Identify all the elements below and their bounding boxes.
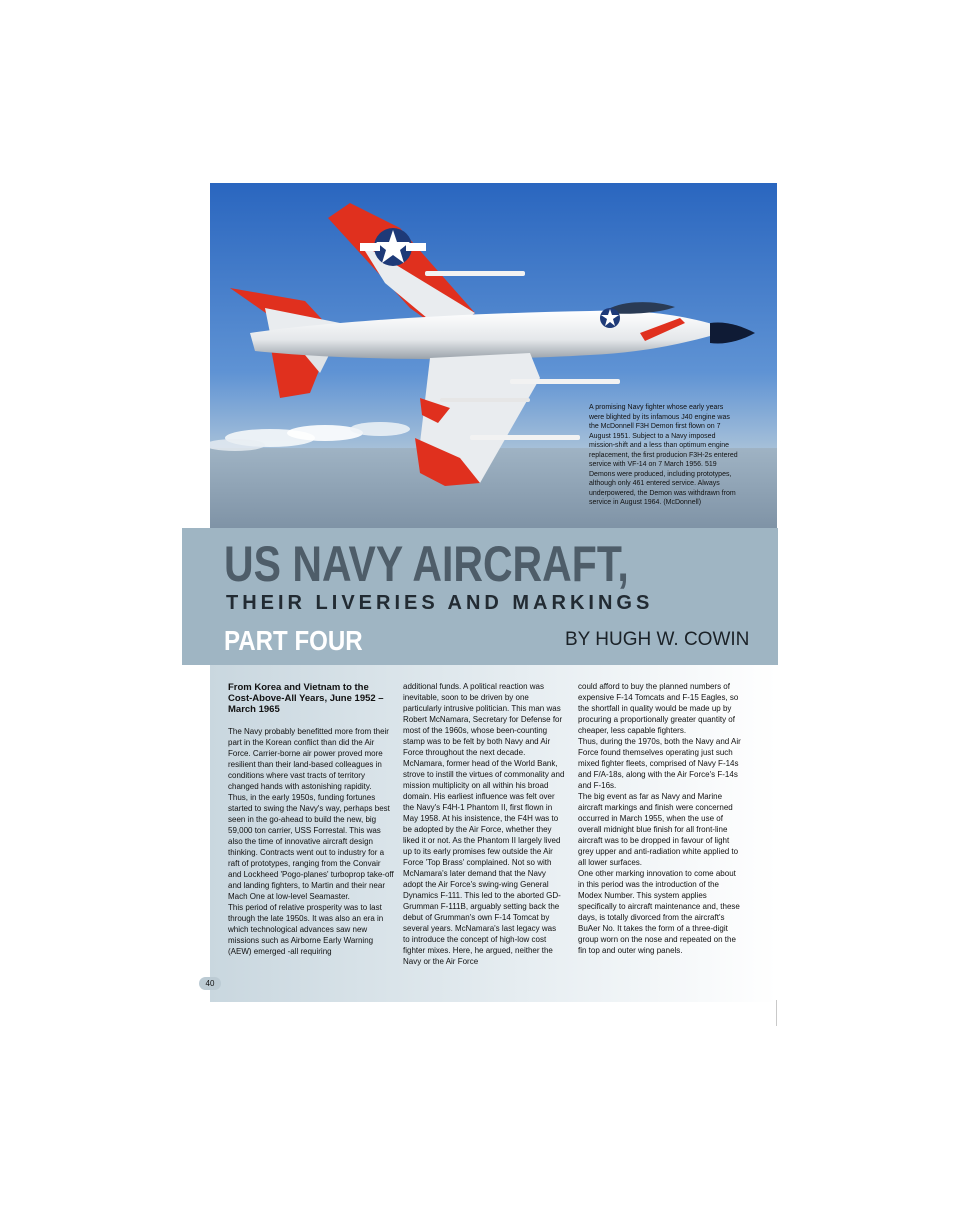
text-column-1 bbox=[228, 726, 394, 957]
paragraph: This period of relative prosperity was to last through the late 1950s. It was also an era in which technological advances saw new missions such as Airborne Early Warning (AEW) emerged -all requiring bbox=[228, 903, 384, 956]
text-column-3 bbox=[578, 681, 743, 956]
article-subtitle: THEIR LIVERIES AND MARKINGS bbox=[226, 592, 654, 614]
paragraph: additional funds. A political reaction was inevitable, soon to be driven by one particularly intrusive politician. This man was Robert McNamara, Secretary for Defense for most of the 1960s, whose been-counting stamp was to be felt by both Navy and Air Force throughout the next decade. McNamara, former head of the World Bank, strove to instill the virtues of commonality and mission multiplicity on all within his broad domain. His earliest influence was felt over the Navy's F4H-1 Phantom II, first flown in May 1958. At his insistence, the F4H was to be adopted by the Air Force, whether they liked it or not. As the Phantom II largely lived up to its early promises few outside the Air Force 'Top Brass' complained. Not so with McNamara's later demand that the Navy adopt the Air Force's swing-wing General Dynamics F-111. This led to the aborted GD-Grumman F-111B, arguably setting back the debut of Grumman's own F-14 Tomcat by several years. McNamara's last legacy was to introduce the concept of high-low cost fighter mixes. Here, he argued, neither the Navy or the Air Force bbox=[403, 682, 565, 966]
divider bbox=[776, 1000, 777, 1026]
part-label: PART FOUR bbox=[224, 625, 363, 656]
paragraph: Thus, in the early 1950s, funding fortunes started to swing the Navy's way, perhaps best seen in the go-ahead to build the new, big 59,000 ton carrier, USS Forrestal. This was also the time of innovative aircraft design thinking. Contracts went out to industry for a raft of prototypes, ranging from the Convair and Lockheed 'Pogo-planes' turboprop take-off and landing fighters, to Martin and their near Mach One at low-level Seamaster. bbox=[228, 793, 394, 901]
text-column-2 bbox=[403, 681, 565, 967]
intro-heading: From Korea and Vietnam to the Cost-Above-All Years, June 1952 – March 1965 bbox=[228, 682, 384, 715]
paragraph: Thus, during the 1970s, both the Navy and Air Force found themselves operating just such mixed fighter fleets, comprised of Navy F-14s and F/A-18s, along with the Air Force's F-14s and F-16s. bbox=[578, 737, 741, 790]
photo-caption: A promising Navy fighter whose early years were blighted by its infamous J40 engine was the McDonnell F3H Demon first flown on 7 August 1951. Subject to a Navy imposed mission-shift and a less than optimum engine replacement, the first producion F3H-2s entered service with VF-14 on 7 March 1956. 519 Demons were produced, including prototypes, although only 461 entered service. Always underpowered, the Demon was withdrawn from service in August 1964. (McDonnell) bbox=[589, 404, 738, 506]
paragraph: The big event as far as Navy and Marine aircraft markings and finish were concerned occurred in March 1955, when the use of overall midnight blue finish for all front-line aircraft was to be dropped in favour of light grey upper and anti-radiation white applied to all lower surfaces. bbox=[578, 792, 739, 867]
paragraph: could afford to buy the planned numbers of expensive F-14 Tomcats and F-15 Eagles, so the shortfall in quality would be made up by procuring a proportionally greater quantity of cheaper, less capable fighters. bbox=[578, 682, 739, 735]
paragraph: The Navy probably benefitted more from their part in the Korean conflict than did the Air Force. Carrier-borne air power proved more resilient than their land-based colleagues in conditions where vast tracts of territory changed hands with astonishing rapidity. bbox=[228, 727, 389, 791]
author-byline: BY HUGH W. COWIN bbox=[565, 629, 750, 650]
article-title: US NAVY AIRCRAFT, bbox=[224, 536, 629, 592]
paragraph: One other marking innovation to come about in this period was the introduction of the Modex Number. This system applies specifically to aircraft maintenance and, these days, is totally divorced from the aircraft's BuAer No. It takes the form of a three-digit group worn on the nose and repeated on the fin top and outer wing panels. bbox=[578, 869, 740, 955]
page-number: 40 bbox=[199, 977, 221, 990]
